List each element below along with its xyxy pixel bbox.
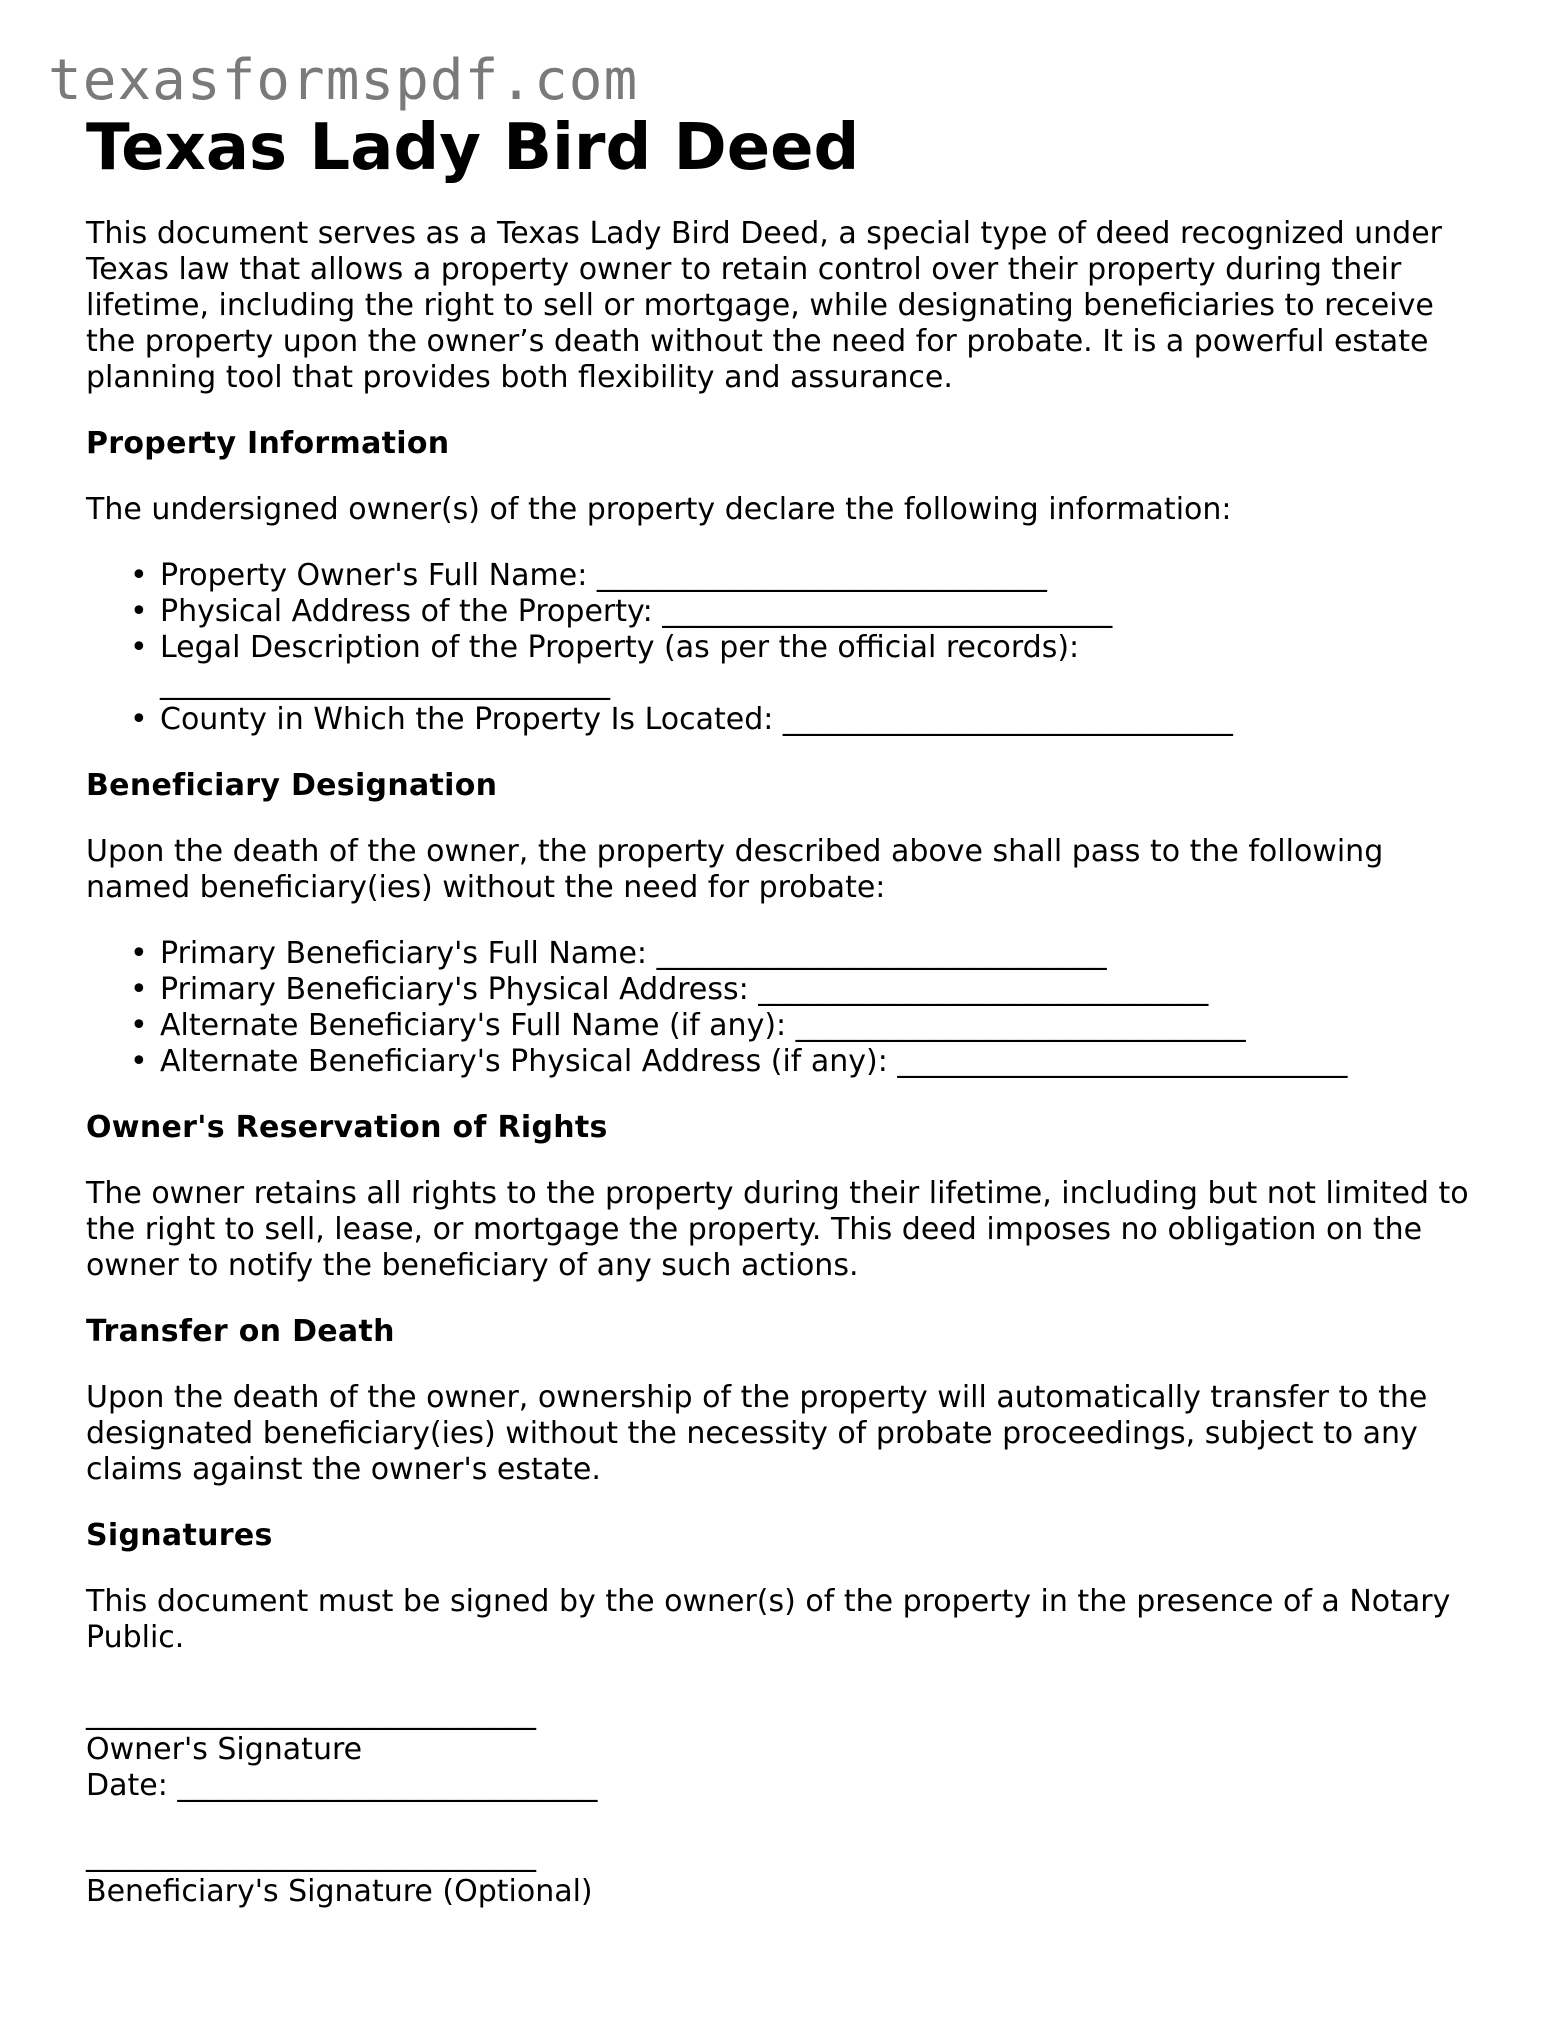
primary-beneficiary-name-field: • Primary Beneficiary's Full Name: ______________________________ xyxy=(86,936,1486,972)
beneficiary-text: Upon the death of the owner, the property described above shall pass to the following named beneficiary(ies) without the need for probate: xyxy=(86,834,1384,905)
alternate-beneficiary-address-field: • Alternate Beneficiary's Physical Address (if any): ______________________________ xyxy=(86,1044,1486,1080)
property-text: The undersigned owner(s) of the property declare the following information: xyxy=(86,492,1232,527)
property-heading: Property Information xyxy=(86,426,450,461)
property-owner-name-field: • Property Owner's Full Name: ______________________________ xyxy=(86,558,1486,594)
document-page xyxy=(86,108,1486,1910)
signature-date-field: Date: ____________________________ xyxy=(86,1768,598,1803)
owner-signature-label: Owner's Signature xyxy=(86,1732,363,1767)
property-list xyxy=(86,558,1486,738)
beneficiary-heading: Beneficiary Designation xyxy=(86,768,498,803)
intro-paragraph: This document serves as a Texas Lady Bird Deed, a special type of deed recognized under Texas law that allows a property owner to retain control over their property during their lifetime, including the right to sell or mortgage, while designating beneficiaries to receive the property upon the owner’s death without the need for probate. It is a powerful estate planning tool that provides both flexibility and assurance. xyxy=(86,216,1443,395)
beneficiary-signature-label: Beneficiary's Signature (Optional) xyxy=(86,1874,593,1909)
property-address-field: • Physical Address of the Property: ______________________________ xyxy=(86,594,1486,630)
beneficiary-list xyxy=(86,936,1486,1080)
signature-block xyxy=(86,1696,1486,1910)
signatures-heading: Signatures xyxy=(86,1518,273,1553)
reservation-text: The owner retains all rights to the property during their lifetime, including but not limited to the right to sell, lease, or mortgage the property. This deed imposes no obligation on the owner to notify the beneficiary of any such actions. xyxy=(86,1176,1469,1283)
primary-beneficiary-address-field: • Primary Beneficiary's Physical Address: ______________________________ xyxy=(86,972,1486,1008)
transfer-text: Upon the death of the owner, ownership of the property will automatically transfer to the designated beneficiary(ies) without the necessity of probate proceedings, subject to any claims against the owner's estate. xyxy=(86,1380,1428,1487)
page-title: Texas Lady Bird Deed xyxy=(86,111,860,185)
signatures-text: This document must be signed by the owner(s) of the property in the presence of a Notary Public. xyxy=(86,1584,1451,1655)
beneficiary-signature-line: ______________________________ xyxy=(86,1838,536,1873)
owner-signature-line: ______________________________ xyxy=(86,1696,536,1731)
alternate-beneficiary-name-field: • Alternate Beneficiary's Full Name (if any): ______________________________ xyxy=(86,1008,1486,1044)
property-county-field: • County in Which the Property Is Located: ______________________________ xyxy=(86,702,1486,738)
property-legal-description-field: • Legal Description of the Property (as per the official records): ______________________________ xyxy=(86,630,1486,702)
transfer-heading: Transfer on Death xyxy=(86,1314,395,1349)
watermark-text: texasformspdf.com xyxy=(48,48,639,113)
reservation-heading: Owner's Reservation of Rights xyxy=(86,1110,608,1145)
